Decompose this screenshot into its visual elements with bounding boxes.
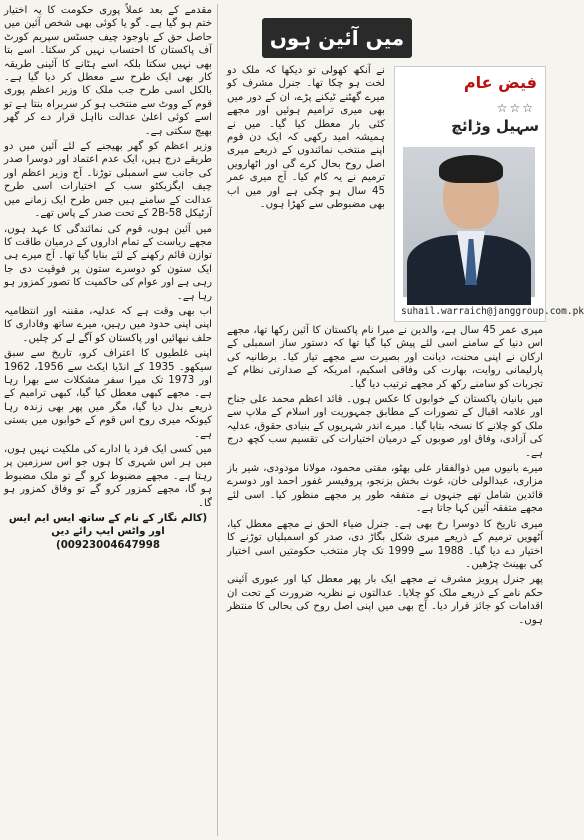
column-divider	[217, 4, 218, 836]
paragraph: میں کسی ایک فرد یا ادارے کی ملکیت نہیں ہوں، میں ہر اس شہری کا ہوں جو اس سرزمین پر رہتا ہے۔ مجھے مضبوط کرو گے تو ملک مضبوط ہو گا، مجھے کمزور کرو گے تو وفاق کمزور ہو گا۔	[4, 444, 212, 509]
paragraph: وزیر اعظم کو گھر بھیجنے کے لئے آئین میں دو طریقے درج ہیں، ایک عدم اعتماد اور دوسرا صدر کی جانب سے اسمبلی توڑنا۔ آج وزیر اعظم اور چیف ایگزیکٹو سب کے اختیارات اسی طرح عدالت کے سامنے ہیں جس طرح ایک زمانے میں آرٹیکل 58-2B کے تحت صدر کے پاس تھے۔	[4, 141, 212, 220]
paragraph: میں بانیان پاکستان کے خوابوں کا عکس ہوں۔ قائد اعظم محمد علی جناح اور علامہ اقبال کے تصورات کے مطابق جمہوریت اور اسلام کے ملاپ سے ملک کو چلانے کا نسخہ بتایا گیا۔ میرے اندر شہریوں کے بنیادی حقوق، عدلیہ کی آزادی، وفاق اور صوبوں کے درمیان اختیارات کی تقسیم سب کچھ درج ہے۔	[227, 394, 543, 459]
column-title-banner	[262, 18, 412, 58]
footer-note: (کالم نگار کے نام کے ساتھ ایس ایم ایس اور واٹس ایپ رائے دیں 00923004647998)	[8, 513, 208, 551]
paragraph: نے آنکھ کھولی تو دیکھا کہ ملک دو لخت ہو چکا تھا۔ جنرل مشرف کو میرے گھٹنے ٹیکنے پڑے، ان کے دور میں بھی میری ترامیم ہوئیں اور مجھے کئی بار معطل کیا گیا۔ میں نے ہمیشہ امید رکھی کہ ایک دن قوم اپنے منتخب نمائندوں کے ذریعے میری اصل روح بحال کرے گی اور اٹھارویں ترمیم نے یہ کام کیا۔ آج میری عمر 45 سال ہو چکی ہے اور میں اب بھی مضبوطی سے کھڑا ہوں۔	[227, 65, 385, 211]
author-photo	[403, 147, 535, 297]
column-middle	[227, 64, 385, 324]
author-box	[394, 66, 584, 322]
paragraph: میری عمر 45 سال ہے، والدین نے میرا نام پاکستان کا آئین رکھا تھا، مجھے اس دنیا کے سامنے اسی لئے پیش کیا گیا تھا کہ دستور ساز اسمبلی کے ارکان نے اپنی محنت، دیانت اور بصیرت سے مجھے تیار کیا۔ برطانیہ کی پارلیمانی روایت، بھارت کی وفاقی اسکیم، امریکہ کے صدارتی نظام کے تجربات کو سامنے رکھ کر مجھے ترتیب دیا گیا۔	[227, 325, 543, 390]
paragraph: اپنی غلطیوں کا اعتراف کرو، تاریخ سے سبق سیکھو۔ 1935 کے انڈیا ایکٹ سے 1956، 1962 اور 1973 تک میرا سفر مشکلات سے بھرا رہا ہے۔ مجھے کبھی معطل کیا گیا، کبھی ترامیم کے ذریعے بدل دیا گیا، مگر میں پھر بھی زندہ رہا کیونکہ میری روح اس قوم کے خوابوں میں بستی ہے۔	[4, 348, 213, 440]
paragraph: پھر جنرل پرویز مشرف نے مجھے ایک بار پھر معطل کیا اور عبوری آئینی حکم نامے کے ذریعے ملک کو چلایا۔ عدالتوں نے نظریہ ضرورت کے تحت ان اقدامات کو جائز قرار دیا۔ آج بھی میں اپنی اصل روح کی بحالی کا منتظر ہوں۔	[227, 574, 543, 626]
author-email: suhail.warraich@janggroup.com.pk	[401, 306, 584, 317]
paragraph: میں آئین ہوں، قوم کی نمائندگی کا عہد ہوں، مجھے ریاست کے تمام اداروں کے درمیان طاقت کا توازن قائم رکھنے کے لئے بنایا گیا تھا۔ آج میرے ہی ایک ستون کو دوسرے ستون پر فوقیت دی جا رہی ہے اور عوام کی حاکمیت کا تصور کمزور ہو رہا ہے۔	[4, 223, 212, 302]
column-right	[227, 324, 543, 840]
paragraph: مقدمے کے بعد عملاً پوری حکومت کا یہ اختیار ختم ہو گیا ہے۔ گو یا کوئی بھی شخص آئین میں حاصل حق کے باوجود چیف جسٹس سپریم کورٹ آف پاکستان کا احتساب نہیں کر سکتا۔ اسے بتا بھی نہیں سکتا بلکہ اسے ہٹانے کا آئینی طریقہ کار بھی ایک طرح سے معطل کر دیا گیا ہے۔ بالکل اسی طرح جب ملک کا وزیر اعظم پوری قوم کے ووٹ سے منتخب ہو کر سربراہ بنتا ہے تو اسے کوئی اعلیٰ عدالت نااہل قرار دے کر گھر بھیج سکتی ہے۔	[4, 5, 212, 137]
column-title: میں آئین ہوں	[269, 26, 405, 50]
author-name: سہیل وڑائچ	[451, 117, 539, 135]
paragraph: میری تاریخ کا دوسرا رخ بھی ہے۔ جنرل ضیاء الحق نے مجھے معطل کیا، آٹھویں ترمیم کے ذریعے میری شکل بگاڑ دی، صدر کو اسمبلیاں توڑنے کا اختیار دے دیا گیا۔ 1988 سے 1999 تک چار منتخب حکومتیں اسی اختیار کی بھینٹ چڑھیں۔	[227, 518, 544, 570]
column-name: فیض عام	[463, 73, 537, 92]
stars-icon: ☆☆☆	[496, 101, 535, 115]
paragraph: میرے بانیوں میں ذوالفقار علی بھٹو، مفتی محمود، مولانا مودودی، شیر باز مزاری، عبدالولی خان، غوث بخش بزنجو، پروفیسر غفور احمد اور دوسرے قائدین شامل تھے جنہوں نے متفقہ طور پر مجھے منظور کیا۔ اسی لئے مجھے متفقہ آئین کہا جاتا ہے۔	[227, 463, 543, 515]
paragraph: اب بھی وقت ہے کہ عدلیہ، مقننہ اور انتظامیہ اپنی اپنی حدود میں رہیں، میرے ساتھ وفاداری کا حلف نبھائیں اور پاکستان کو آگے لے کر چلیں۔	[4, 305, 212, 344]
column-left	[4, 4, 212, 840]
